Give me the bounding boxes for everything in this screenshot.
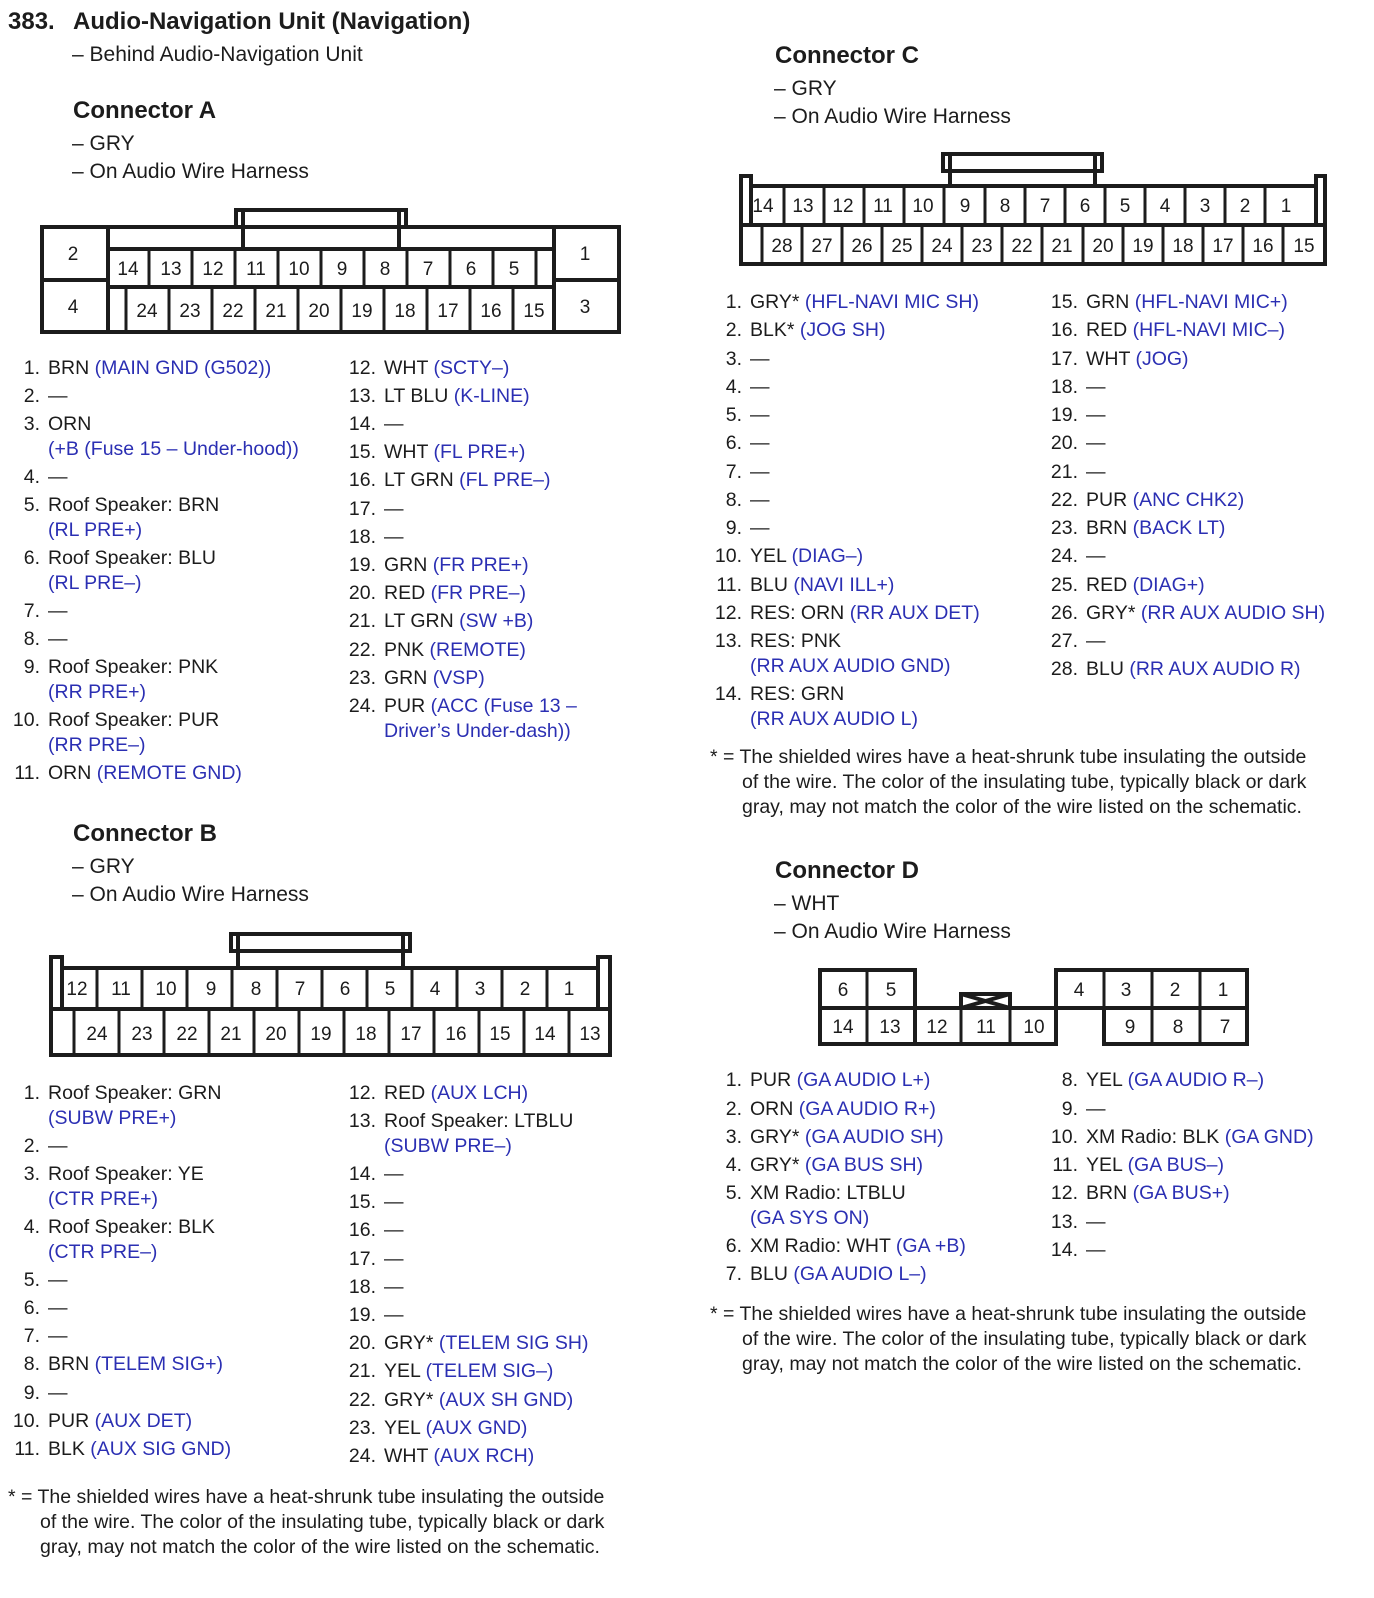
page-title: Audio-Navigation Unit (Navigation) xyxy=(73,8,471,35)
pin-label: 10 xyxy=(288,259,310,280)
pin-label: 2 xyxy=(519,979,531,1000)
pin-label: 1 xyxy=(579,244,591,265)
pin-label: 2 xyxy=(67,244,79,265)
pin-label: 18 xyxy=(355,1024,377,1045)
pin-label: 12 xyxy=(926,1017,948,1038)
pin-label: 8 xyxy=(999,196,1011,217)
pin-label: 25 xyxy=(891,236,913,257)
pin-label: 21 xyxy=(220,1024,242,1045)
connector-a-diagram xyxy=(0,0,680,345)
pin-label: 6 xyxy=(1079,196,1091,217)
pin-label: 18 xyxy=(1172,236,1194,257)
pin-label: 10 xyxy=(1023,1017,1045,1038)
pin-label: 20 xyxy=(265,1024,287,1045)
pin-label: 15 xyxy=(523,301,545,322)
connector-d-color: – WHT xyxy=(774,892,840,915)
pin-label: 12 xyxy=(832,196,854,217)
pin-label: 10 xyxy=(155,979,177,1000)
pin-label: 3 xyxy=(474,979,486,1000)
pin-label: 17 xyxy=(437,301,459,322)
pin-label: 5 xyxy=(1119,196,1131,217)
pin-label: 7 xyxy=(1219,1017,1231,1038)
pin-label: 14 xyxy=(117,259,139,280)
pin-label: 21 xyxy=(1051,236,1073,257)
pin-label: 24 xyxy=(136,301,158,322)
pin-label: 22 xyxy=(176,1024,198,1045)
pin-label: 5 xyxy=(508,259,520,280)
pin-label: 12 xyxy=(66,979,88,1000)
connector-b-title: Connector B xyxy=(73,820,217,847)
pin-label: 2 xyxy=(1169,980,1181,1001)
connector-c-location: – On Audio Wire Harness xyxy=(774,105,1011,128)
pin-label: 23 xyxy=(179,301,201,322)
pin-label: 14 xyxy=(752,196,774,217)
pin-label: 8 xyxy=(1172,1017,1184,1038)
connector-d-diagram xyxy=(800,955,1270,1055)
pin-label: 12 xyxy=(202,259,224,280)
pin-label: 20 xyxy=(1092,236,1114,257)
pin-label: 4 xyxy=(1159,196,1171,217)
pin-label: 11 xyxy=(873,196,893,217)
pin-label: 28 xyxy=(771,236,793,257)
connector-c-diagram xyxy=(700,140,1360,280)
pin-label: 1 xyxy=(1280,196,1292,217)
connector-c-footnote: * = The shielded wires have a heat-shrunk tube insulating the outside of the wire. The color of the insulating tube, typically black or dark gray, may not match the color of the wire listed on the schematic. xyxy=(710,746,1307,818)
pin-label: 17 xyxy=(1212,236,1234,257)
unit-location: – Behind Audio-Navigation Unit xyxy=(72,43,363,66)
page-number: 383. xyxy=(8,8,55,35)
connector-c-color: – GRY xyxy=(774,77,837,100)
connector-d-location: – On Audio Wire Harness xyxy=(774,920,1011,943)
connector-a-color: – GRY xyxy=(72,132,135,155)
pin-label: 7 xyxy=(1039,196,1051,217)
pin-label: 8 xyxy=(379,259,391,280)
pin-label: 22 xyxy=(222,301,244,322)
pin-label: 15 xyxy=(489,1024,511,1045)
pin-label: 4 xyxy=(67,297,79,318)
pin-label: 23 xyxy=(971,236,993,257)
pin-label: 11 xyxy=(976,1017,996,1038)
pin-label: 13 xyxy=(879,1017,901,1038)
pin-label: 6 xyxy=(465,259,477,280)
pin-label: 13 xyxy=(792,196,814,217)
pin-label: 26 xyxy=(851,236,873,257)
pin-label: 1 xyxy=(1217,980,1229,1001)
pin-label: 6 xyxy=(837,980,849,1001)
pin-label: 7 xyxy=(294,979,306,1000)
pin-label: 21 xyxy=(265,301,287,322)
pin-label: 4 xyxy=(1073,980,1085,1001)
connector-c-title: Connector C xyxy=(775,42,919,69)
connector-a-location: – On Audio Wire Harness xyxy=(72,160,309,183)
pin-label: 24 xyxy=(931,236,953,257)
pin-label: 9 xyxy=(336,259,348,280)
pin-label: 3 xyxy=(579,297,591,318)
pin-label: 9 xyxy=(1124,1017,1136,1038)
pin-label: 5 xyxy=(885,980,897,1001)
pin-label: 9 xyxy=(205,979,217,1000)
pin-label: 19 xyxy=(1132,236,1154,257)
pin-label: 13 xyxy=(579,1024,601,1045)
pin-label: 1 xyxy=(563,979,575,1000)
pin-label: 2 xyxy=(1239,196,1251,217)
pin-label: 11 xyxy=(246,259,266,280)
pin-label: 15 xyxy=(1293,236,1315,257)
connector-d-footnote: * = The shielded wires have a heat-shrunk tube insulating the outside of the wire. The color of the insulating tube, typically black or dark gray, may not match the color of the wire listed on the schematic. xyxy=(710,1303,1307,1375)
connector-d-title: Connector D xyxy=(775,857,919,884)
pin-label: 3 xyxy=(1120,980,1132,1001)
pin-label: 16 xyxy=(445,1024,467,1045)
pin-label: 6 xyxy=(339,979,351,1000)
pin-label: 16 xyxy=(1252,236,1274,257)
pin-label: 14 xyxy=(534,1024,556,1045)
pin-label: 3 xyxy=(1199,196,1211,217)
pin-label: 9 xyxy=(959,196,971,217)
pin-label: 10 xyxy=(912,196,934,217)
pin-label: 7 xyxy=(422,259,434,280)
pin-label: 16 xyxy=(480,301,502,322)
connector-b-footnote: * = The shielded wires have a heat-shrunk tube insulating the outside of the wire. The color of the insulating tube, typically black or dark gray, may not match the color of the wire listed on the schematic. xyxy=(8,1486,605,1558)
pin-label: 17 xyxy=(400,1024,422,1045)
pin-label: 20 xyxy=(308,301,330,322)
pin-label: 8 xyxy=(250,979,262,1000)
pin-label: 27 xyxy=(811,236,833,257)
pin-label: 22 xyxy=(1011,236,1033,257)
connector-a-title: Connector A xyxy=(73,97,217,124)
pin-label: 19 xyxy=(351,301,373,322)
pin-label: 5 xyxy=(384,979,396,1000)
pin-label: 24 xyxy=(86,1024,108,1045)
pin-label: 13 xyxy=(160,259,182,280)
pin-label: 18 xyxy=(394,301,416,322)
pin-label: 4 xyxy=(429,979,441,1000)
connector-b-location: – On Audio Wire Harness xyxy=(72,883,309,906)
pin-label: 19 xyxy=(310,1024,332,1045)
connector-b-diagram xyxy=(0,920,680,1070)
pin-label: 11 xyxy=(111,979,131,1000)
pin-label: 23 xyxy=(131,1024,153,1045)
pin-label: 14 xyxy=(832,1017,854,1038)
connector-b-color: – GRY xyxy=(72,855,135,878)
